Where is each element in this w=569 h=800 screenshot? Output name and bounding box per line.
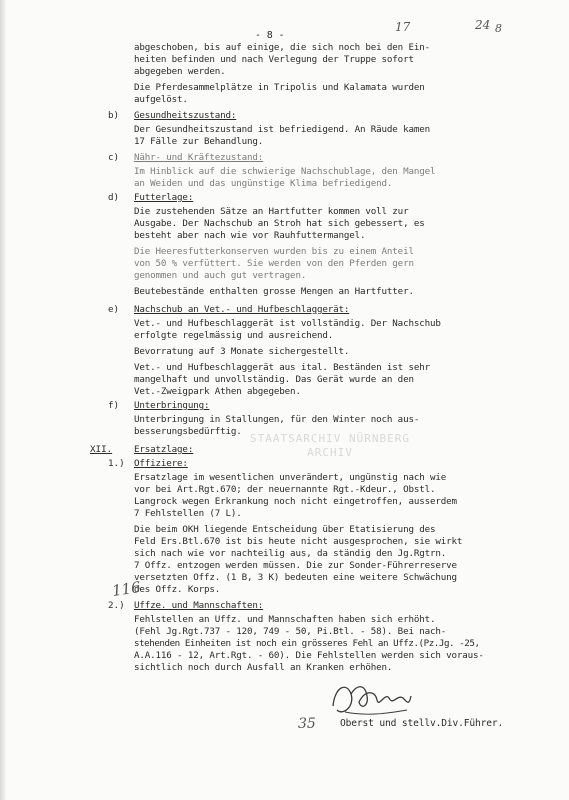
intro-line-3: abgegeben werden. <box>134 66 226 77</box>
sub2-line-1: Fehlstellen an Uffz. und Mannschaften haben sich erhöht. <box>134 614 436 625</box>
section-d-p3-line-1: Beutebestände enthalten grosse Mengen an Hartfutter. <box>134 286 414 297</box>
subsection-2-label: 2.) <box>108 600 125 611</box>
part-xii-heading: Ersatzlage: <box>134 444 194 455</box>
bottom-archive-mark: 35 <box>298 716 316 732</box>
sub1-p2-line-2: Feld Ers.Btl.670 ist bis heute nicht ausgesprochen, sie wirkt <box>134 536 463 547</box>
section-c-line-2: an Weiden und das ungünstige Klima befriedigend. <box>134 178 393 189</box>
section-e-label: e) <box>108 304 120 315</box>
section-f-line-2: besserungsbedürftig. <box>134 426 242 437</box>
section-d-p1-line-3: besteht aber nach wie vor Rauhfuttermangel. <box>134 230 366 241</box>
section-d-p2-line-1: Die Heeresfutterkonserven wurden bis zu einem Anteil <box>134 246 414 257</box>
archive-mark-b: 24 <box>475 18 491 32</box>
sub1-p2-line-5: versetzten Offz. (1 B, 3 K) bedeuten eine weitere Schwächung <box>134 572 457 583</box>
stamp-line-1: STAATSARCHIV NÜRNBERG <box>249 432 411 445</box>
sub2-line-5: sichtlich noch durch Ausfall an Kranken erhöhen. <box>134 662 393 673</box>
section-d-p2-line-3: genommen und auch gut vertragen. <box>134 270 307 281</box>
section-d-label: d) <box>108 192 120 203</box>
section-b-heading: Gesundheitszustand: <box>134 110 237 121</box>
intro-para2-line-1: Die Pferdesammelplätze in Tripolis und Kalamata wurden <box>134 82 425 93</box>
section-f-line-1: Unterbringung in Stallungen, für den Winter noch aus- <box>134 414 420 425</box>
intro-para2-line-2: aufgelöst. <box>134 94 188 105</box>
sub1-p2-line-3: sich nach wie vor nachteilig aus, da ständig den Jg.Rgtrn. <box>134 548 447 559</box>
archive-mark-a: 17 <box>395 20 411 34</box>
subsection-1-heading: Offiziere: <box>134 458 188 469</box>
section-e-p3-line-3: Vet.-Zweigpark Athen abgegeben. <box>134 386 301 397</box>
section-e-p1-line-1: Vet.- und Hufbeschlaggerät ist vollständig. Der Nachschub <box>134 318 441 329</box>
sub1-p1-line-1: Ersatzlage im wesentlichen unverändert, ungünstig nach wie <box>134 472 447 483</box>
signature-text <box>345 694 349 695</box>
intro-line-2: heiten befinden und nach Verlegung der Truppe sofort <box>134 54 414 65</box>
sub2-line-3: stehenden Einheiten ist noch ein grösseres Fehl an Uffz.(Pz.Jg. -25, <box>134 638 480 649</box>
sub2-line-4: A.A.116 - 12, Art.Rgt. - 60). Die Fehlstellen werden sich voraus- <box>134 650 484 661</box>
section-b-label: b) <box>108 110 120 121</box>
page-number: - 8 - <box>255 30 285 41</box>
binding-edge <box>0 0 6 800</box>
section-c-label: c) <box>108 152 120 163</box>
section-d-p2-line-2: von 50 % verfüttert. Sie werden von den Pferden gern <box>134 258 414 269</box>
sub1-p1-line-2: vor bei Art.Rgt.670; der neuernannte Rgt.-Kdeur., Obstl. <box>134 484 436 495</box>
section-e-p3-line-1: Vet.- und Hufbeschlaggerät aus ital. Beständen ist sehr <box>134 362 430 373</box>
signatory-title: Oberst und stellv.Div.Führer. <box>340 718 504 729</box>
sub1-p2-line-4: 7 Offz. entzogen werden müssen. Die zur Sonder-Führerreserve <box>134 560 457 571</box>
section-e-p3-line-2: mangelhaft und unvollständig. Das Gerät wurde an den <box>134 374 414 385</box>
sub1-p2-line-6: des Offz. Korps. <box>134 584 221 595</box>
section-d-p1-line-2: Ausgabe. Der Nachschub an Stroh hat sich gebessert, es <box>134 218 425 229</box>
archive-mark-c: 8 <box>495 22 502 35</box>
part-xii-numeral: XII. <box>90 444 113 455</box>
section-f-heading: Unterbringung: <box>134 400 210 411</box>
signature-scribble <box>325 676 415 724</box>
subsection-1-label: 1.) <box>108 458 125 469</box>
section-c-line-1: Im Hinblick auf die schwierige Nachschublage, den Mangel <box>134 166 436 177</box>
section-d-p1-line-1: Die zustehenden Sätze an Hartfutter kommen voll zur <box>134 206 409 217</box>
section-e-heading: Nachschub an Vet.- und Hufbeschlaggerät: <box>134 304 350 315</box>
section-d-heading: Futterlage: <box>134 192 194 203</box>
sub1-p1-line-4: 7 Fehlstellen (7 L). <box>134 508 242 519</box>
stamp-line-2: ARCHIV <box>307 446 353 459</box>
intro-line-1: abgeschoben, bis auf einige, die sich noch bei den Ein- <box>134 42 430 53</box>
subsection-2-heading: Uffze. und Mannschaften: <box>134 600 264 611</box>
section-e-p2-line-1: Bevorratung auf 3 Monate sichergestellt. <box>134 346 350 357</box>
margin-archive-mark: 116 <box>110 578 142 600</box>
sub2-line-2: (Fehl Jg.Rgt.737 - 120, 749 - 50, Pi.Btl. - 58). Bei nach- <box>134 626 447 637</box>
section-b-line-2: 17 Fälle zur Behandlung. <box>134 136 264 147</box>
section-c-heading: Nähr- und Kräftezustand: <box>134 152 264 163</box>
section-b-line-1: Der Gesundheitszustand ist befriedigend. An Räude kamen <box>134 124 430 135</box>
sub1-p1-line-3: Langrock wegen Erkrankung noch nicht eingetroffen, ausserdem <box>134 496 457 507</box>
section-e-p1-line-2: erfolgte regelmässig und ausreichend. <box>134 330 334 341</box>
sub1-p2-line-1: Die beim OKH liegende Entscheidung über Etatisierung des <box>134 524 436 535</box>
section-f-label: f) <box>108 400 120 411</box>
